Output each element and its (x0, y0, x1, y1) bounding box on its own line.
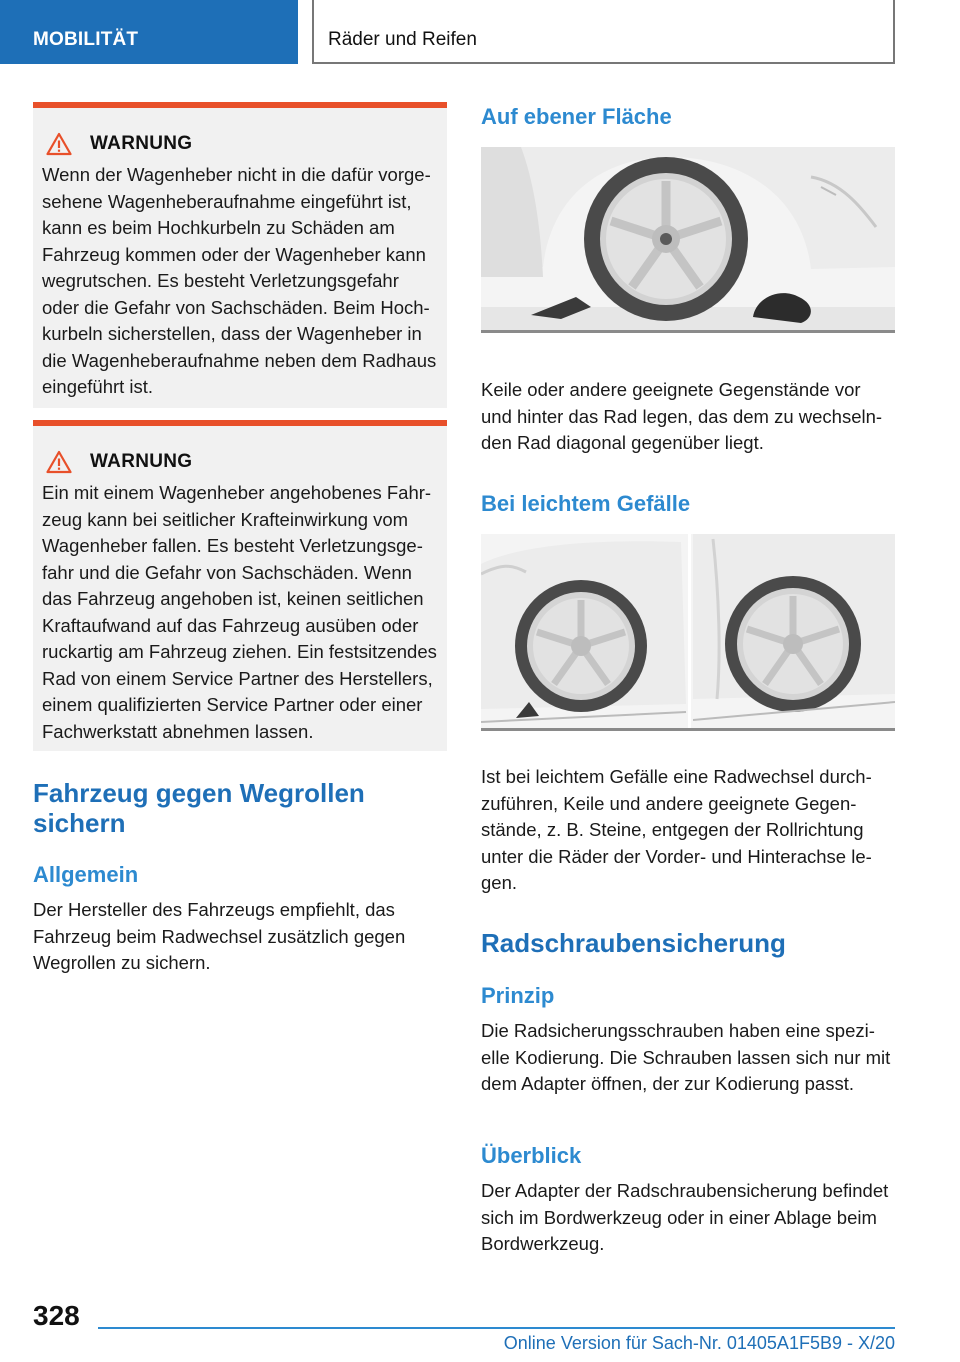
heading-radschraubensicherung: Radschraubensicherung (481, 928, 786, 958)
wheel-chock-flat-image (481, 147, 895, 330)
footer-online-version: Online Version für Sach-Nr. 01405A1F5B9 - X/20 (503, 1333, 895, 1353)
header-chapter-box (312, 0, 895, 64)
heading-leichtes-gefaelle: Bei leichtem Gefälle (481, 491, 691, 516)
illustration-flat-ground (481, 147, 895, 333)
warning-box-1 (33, 102, 447, 408)
page-number: 328 (33, 1300, 80, 1331)
header-section-tab (0, 0, 298, 64)
warning-title-1: WARNUNG (90, 133, 193, 154)
text-prinzip: Die Radsicherungsschrauben haben eine spezielle Kodierung. Die Schrauben lassen sich nur mit dem Adapter öffnen, der zur Kodierung passt. (481, 1020, 891, 1094)
text-ueberblick: Der Adapter der Radschraubensicherung befindet sich im Bordwerkzeug oder in einer Ablage beim Bordwerkzeug. (481, 1180, 889, 1254)
warning-triangle-icon (46, 132, 72, 156)
warning-title-2: WARNUNG (90, 451, 193, 472)
heading-ueberblick: Überblick (481, 1143, 582, 1168)
text-leichtes-gefaelle: Ist bei leichtem Gefälle eine Radwechsel durchzuführen, Keile und andere geeignete Gegenstände, z. B. Steine, entgegen der Rollrichtung unter die Räder der Vorder- und Hinterachse legen. (481, 766, 872, 893)
heading-wegrollen: Fahrzeug gegen Wegrollen sichern (33, 778, 365, 838)
warning-box-2 (33, 420, 447, 751)
header-chapter-label: Räder und Reifen (328, 29, 477, 50)
illustration-slope (481, 534, 895, 731)
heading-prinzip: Prinzip (481, 983, 555, 1008)
text-allgemein: Der Hersteller des Fahrzeugs empfiehlt, das Fahrzeug beim Radwechsel zusätzlich gegen Wegrollen zu sichern. (33, 899, 406, 973)
wheel-chock-slope-image (481, 534, 895, 728)
footer-divider (98, 1327, 895, 1329)
heading-ebene-flaeche: Auf ebener Fläche (481, 104, 672, 129)
header-section-label: MOBILITÄT (33, 29, 139, 50)
text-ebene-flaeche: Keile oder andere geeignete Gegenstände vor und hinter das Rad legen, das dem zu wechselnden Rad diagonal gegenüber liegt. (481, 379, 883, 453)
warning-triangle-icon (46, 450, 72, 474)
warning-text-2: Ein mit einem Wagenheber angehobenes Fahrzeug kann bei seitlicher Krafteinwirkung vom Wagenheber fallen. Es besteht Verletzungsgefahr und die Gefahr von Sachschäden. Wenn das Fahrzeug angehoben ist, keinen seitlichen Kraftaufwand auf das Fahrzeug ausüben oder ruckartig am Fahrzeug ziehen. Ein festsitzendes Rad von einem Service Partner des Herstellers, einem qualifizierten Service Partner oder einer Fachwerkstatt abnehmen lassen. (42, 482, 437, 742)
heading-allgemein: Allgemein (33, 862, 139, 887)
warning-text-1: Wenn der Wagenheber nicht in die dafür vorgesehene Wagenheberaufnahme eingeführt ist, kann es beim Hochkurbeln zu Schäden am Fahrzeug kommen oder der Wagenheber kann wegrutschen. Es besteht Verletzungsgefahr oder die Gefahr von Sachschäden. Beim Hochkurbeln sicherstellen, dass der Wagenheber in die Wagenheberaufnahme neben dem Radhaus eingeführt ist. (42, 164, 437, 397)
